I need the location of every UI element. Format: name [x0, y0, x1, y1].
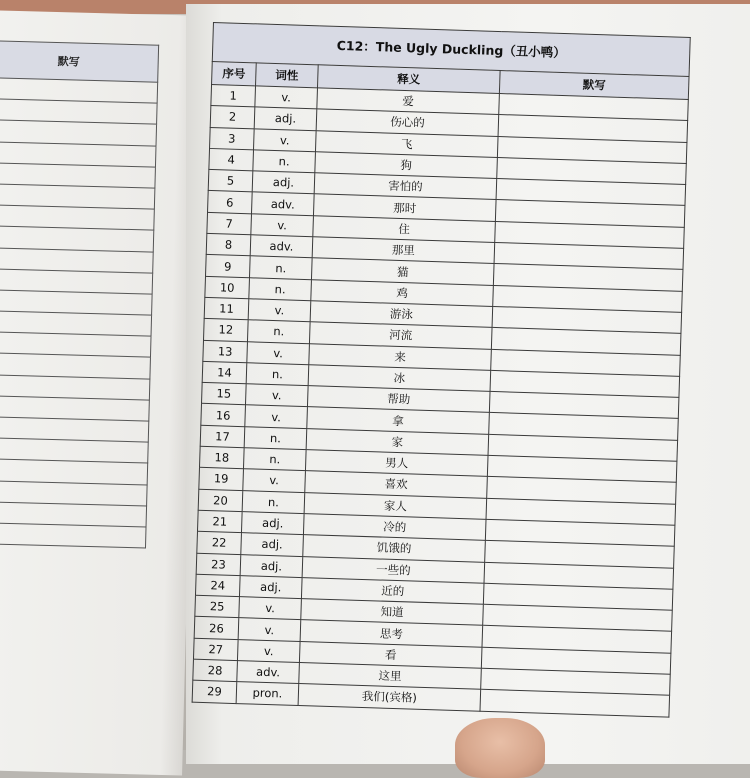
row-meaning: 飞 [315, 130, 498, 157]
left-dictation-table [0, 40, 159, 549]
header-number: 序号 [212, 61, 257, 85]
row-meaning: 河流 [309, 322, 492, 349]
row-meaning: 那里 [312, 237, 495, 264]
header-dictation: 默写 [499, 71, 689, 100]
row-meaning: 近的 [301, 577, 484, 604]
row-part-of-speech: v. [239, 597, 302, 620]
row-meaning: 思考 [300, 620, 483, 647]
row-number: 17 [200, 425, 245, 448]
row-meaning: 喜欢 [305, 471, 488, 498]
row-part-of-speech: n. [249, 277, 312, 300]
row-part-of-speech: adj. [239, 575, 302, 598]
row-meaning: 看 [299, 641, 482, 668]
row-number: 8 [206, 233, 251, 256]
row-number: 27 [193, 638, 238, 661]
row-number: 1 [211, 84, 256, 107]
header-part-of-speech: 词性 [256, 63, 319, 88]
row-number: 19 [199, 468, 244, 491]
row-part-of-speech: v. [254, 128, 317, 151]
row-number: 5 [208, 170, 253, 193]
row-meaning: 猫 [311, 258, 494, 285]
row-meaning: 来 [309, 343, 492, 370]
row-part-of-speech: adj. [254, 107, 317, 130]
row-number: 28 [193, 659, 238, 682]
row-number: 10 [205, 276, 250, 299]
row-number: 14 [202, 361, 247, 384]
row-number: 23 [196, 553, 241, 576]
left-header-row [0, 41, 159, 83]
row-meaning: 家 [306, 428, 489, 455]
row-meaning: 帮助 [307, 386, 490, 413]
row-number: 24 [195, 574, 240, 597]
row-part-of-speech: v. [251, 214, 314, 237]
row-part-of-speech: n. [249, 256, 312, 279]
row-number: 7 [207, 212, 252, 235]
row-meaning: 伤心的 [316, 109, 499, 136]
row-part-of-speech: n. [247, 320, 310, 343]
row-part-of-speech: n. [243, 448, 306, 471]
row-meaning: 饥饿的 [303, 535, 486, 562]
row-part-of-speech: v. [245, 384, 308, 407]
row-number: 13 [203, 340, 248, 363]
row-meaning: 家人 [304, 492, 487, 519]
left-header-dictation: 默写 [0, 41, 159, 83]
row-meaning: 那时 [313, 194, 496, 221]
row-number: 2 [210, 106, 255, 129]
row-number: 4 [209, 148, 254, 171]
row-number: 20 [198, 489, 243, 512]
row-part-of-speech: adv. [250, 235, 313, 258]
row-meaning: 知道 [301, 599, 484, 626]
row-meaning: 这里 [299, 663, 482, 690]
row-number: 26 [194, 617, 239, 640]
header-meaning: 释义 [317, 65, 500, 94]
row-part-of-speech: adv. [237, 661, 300, 684]
row-number: 15 [202, 382, 247, 405]
row-number: 12 [204, 319, 249, 342]
row-meaning: 狗 [315, 152, 498, 179]
row-number: 6 [208, 191, 253, 214]
row-meaning: 我们(宾格) [298, 684, 481, 711]
row-meaning: 男人 [305, 450, 488, 477]
row-part-of-speech: v. [243, 469, 306, 492]
row-part-of-speech: adj. [240, 554, 303, 577]
row-meaning: 游泳 [310, 301, 493, 328]
row-part-of-speech: v. [247, 341, 310, 364]
row-meaning: 拿 [307, 407, 490, 434]
row-part-of-speech: adj. [252, 171, 315, 194]
vocabulary-table [192, 22, 691, 717]
row-number: 16 [201, 404, 246, 427]
row-part-of-speech: v. [237, 639, 300, 662]
row-meaning: 冷的 [303, 514, 486, 541]
row-number: 21 [197, 510, 242, 533]
row-part-of-speech: n. [242, 490, 305, 513]
left-dictation-blank[interactable] [0, 522, 146, 548]
sheet-title: C12：The Ugly Duckling（丑小鸭） [212, 23, 690, 77]
row-number: 25 [195, 595, 240, 618]
row-part-of-speech: n. [244, 426, 307, 449]
row-part-of-speech: n. [253, 150, 316, 173]
left-page [0, 10, 202, 776]
row-part-of-speech: adv. [252, 192, 315, 215]
row-meaning: 爱 [317, 88, 500, 115]
row-number: 22 [197, 531, 242, 554]
left-table-row [0, 522, 146, 548]
row-part-of-speech: v. [255, 86, 318, 109]
vocabulary-sheet [192, 22, 691, 713]
row-number: 18 [199, 446, 244, 469]
thumb [455, 718, 545, 778]
row-part-of-speech: n. [246, 363, 309, 386]
row-meaning: 鸡 [311, 279, 494, 306]
row-part-of-speech: v. [238, 618, 301, 641]
row-part-of-speech: v. [245, 405, 308, 428]
row-part-of-speech: v. [248, 299, 311, 322]
row-part-of-speech: pron. [236, 682, 299, 705]
row-number: 11 [204, 297, 249, 320]
row-part-of-speech: adj. [241, 512, 304, 535]
row-number: 29 [192, 681, 237, 704]
row-meaning: 一些的 [302, 556, 485, 583]
row-meaning: 住 [313, 216, 496, 243]
row-meaning: 害怕的 [314, 173, 497, 200]
row-part-of-speech: adj. [241, 533, 304, 556]
row-number: 9 [206, 255, 251, 278]
row-meaning: 冰 [308, 365, 491, 392]
row-number: 3 [210, 127, 255, 150]
